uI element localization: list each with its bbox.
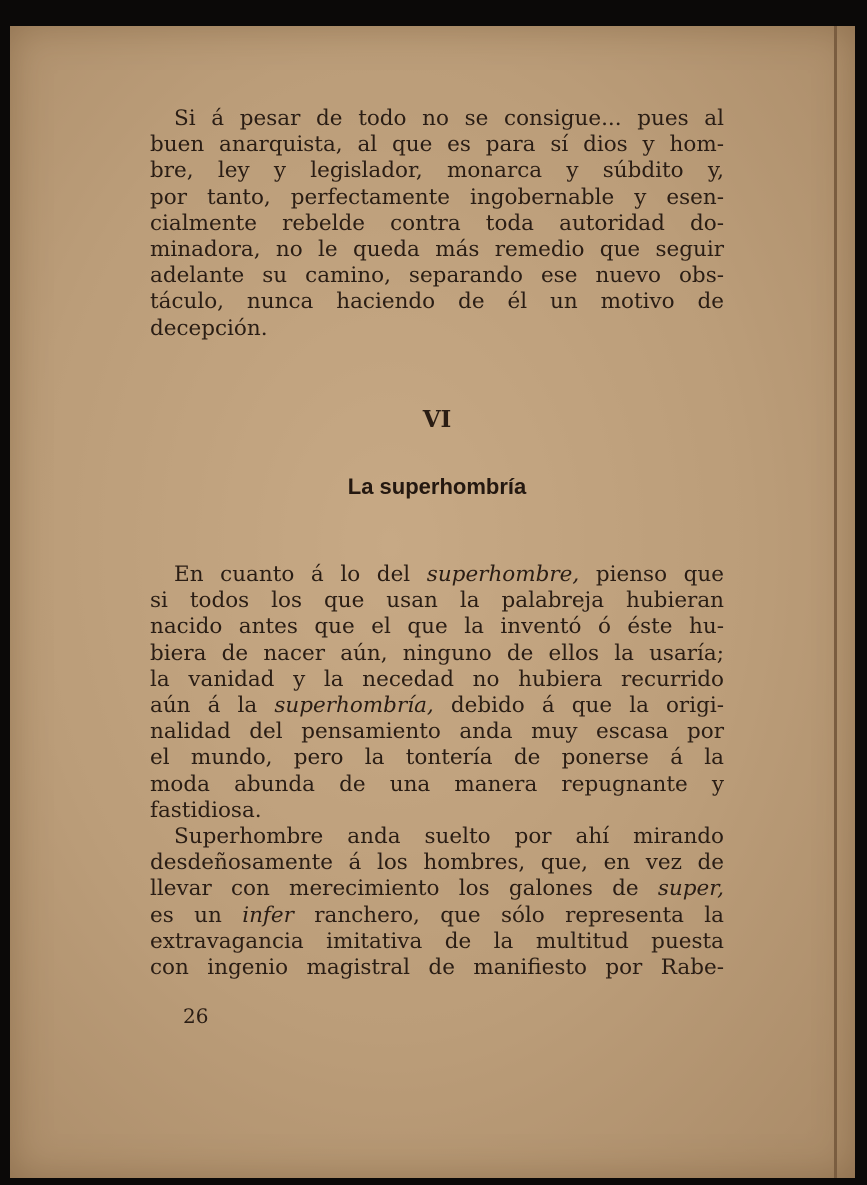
paragraph-3 [150, 824, 724, 981]
paragraph-2-line: nacido antes que el que la inventó ó éste hu- [150, 614, 724, 640]
paragraph-1-line: cialmente rebelde contra toda autoridad do- [150, 210, 724, 236]
paragraph-1-line: adelante su camino, separando ese nuevo obs- [150, 263, 724, 289]
paragraph-1-line: buen anarquista, al que es para sí dios y hom- [150, 132, 724, 158]
section-title: La superhombría [347, 474, 527, 499]
paragraph-3-line: desdeñosamente á los hombres, que, en vez de [150, 850, 724, 876]
text-run: debido á que la origi- [433, 693, 724, 719]
paragraph-1-line: minadora, no le queda más remedio que seguir [150, 237, 724, 263]
paragraph-1-line: decepción. [150, 315, 268, 341]
paragraph-2-line: la vanidad y la necedad no hubiera recurrido [150, 666, 724, 692]
paragraph-1-line: por tanto, perfectamente ingobernable y esen- [150, 184, 724, 210]
chapter-number: VI [422, 406, 452, 433]
paragraph-1 [150, 106, 724, 342]
paragraph-1-line: Si á pesar de todo no se consigue... pues al [174, 106, 724, 131]
italic-term: superhombre, [426, 562, 580, 587]
italic-term: superhombría, [274, 693, 434, 719]
text-run: ranchero, que sólo representa la [293, 902, 725, 928]
paragraph-2-line [150, 693, 724, 719]
paragraph-3-line [150, 876, 724, 902]
italic-term: infer [242, 902, 294, 928]
text-run: pienso que [579, 562, 724, 587]
paragraph-3-line: con ingenio magistral de manifiesto por Rabe- [150, 955, 724, 981]
paragraph-3-line: Superhombre anda suelto por ahí mirando [174, 824, 724, 849]
text-run: es un [150, 902, 243, 928]
italic-term: super, [657, 876, 724, 902]
paragraph-2-line [150, 562, 724, 588]
paragraph-2-line: si todos los que usan la palabreja hubieran [150, 588, 724, 614]
text-run: llevar con merecimiento los galones de [150, 876, 658, 902]
paragraph-2-line: biera de nacer aún, ninguno de ellos la usaría; [150, 640, 724, 666]
paragraph-3-line: extravagancia imitativa de la multitud puesta [150, 928, 724, 954]
paragraph-1-line: bre, ley y legislador, monarca y súbdito y, [150, 158, 724, 184]
page-number: 26 [183, 1004, 209, 1028]
text-run: aún á la [150, 693, 275, 719]
paragraph-2-line: moda abunda de una manera repugnante y [150, 771, 724, 797]
paragraph-2-line: nalidad del pensamiento anda muy escasa por [150, 719, 724, 745]
paragraph-1-line: táculo, nunca haciendo de él un motivo de [150, 289, 724, 315]
paragraph-2-line: fastidiosa. [150, 797, 262, 823]
paragraph-2-line: el mundo, pero la tontería de ponerse á la [150, 745, 724, 771]
paragraph-2 [150, 562, 724, 824]
page-edge [834, 26, 837, 1178]
paragraph-3-line [150, 903, 724, 929]
text-run: En cuanto á lo del [174, 562, 427, 587]
